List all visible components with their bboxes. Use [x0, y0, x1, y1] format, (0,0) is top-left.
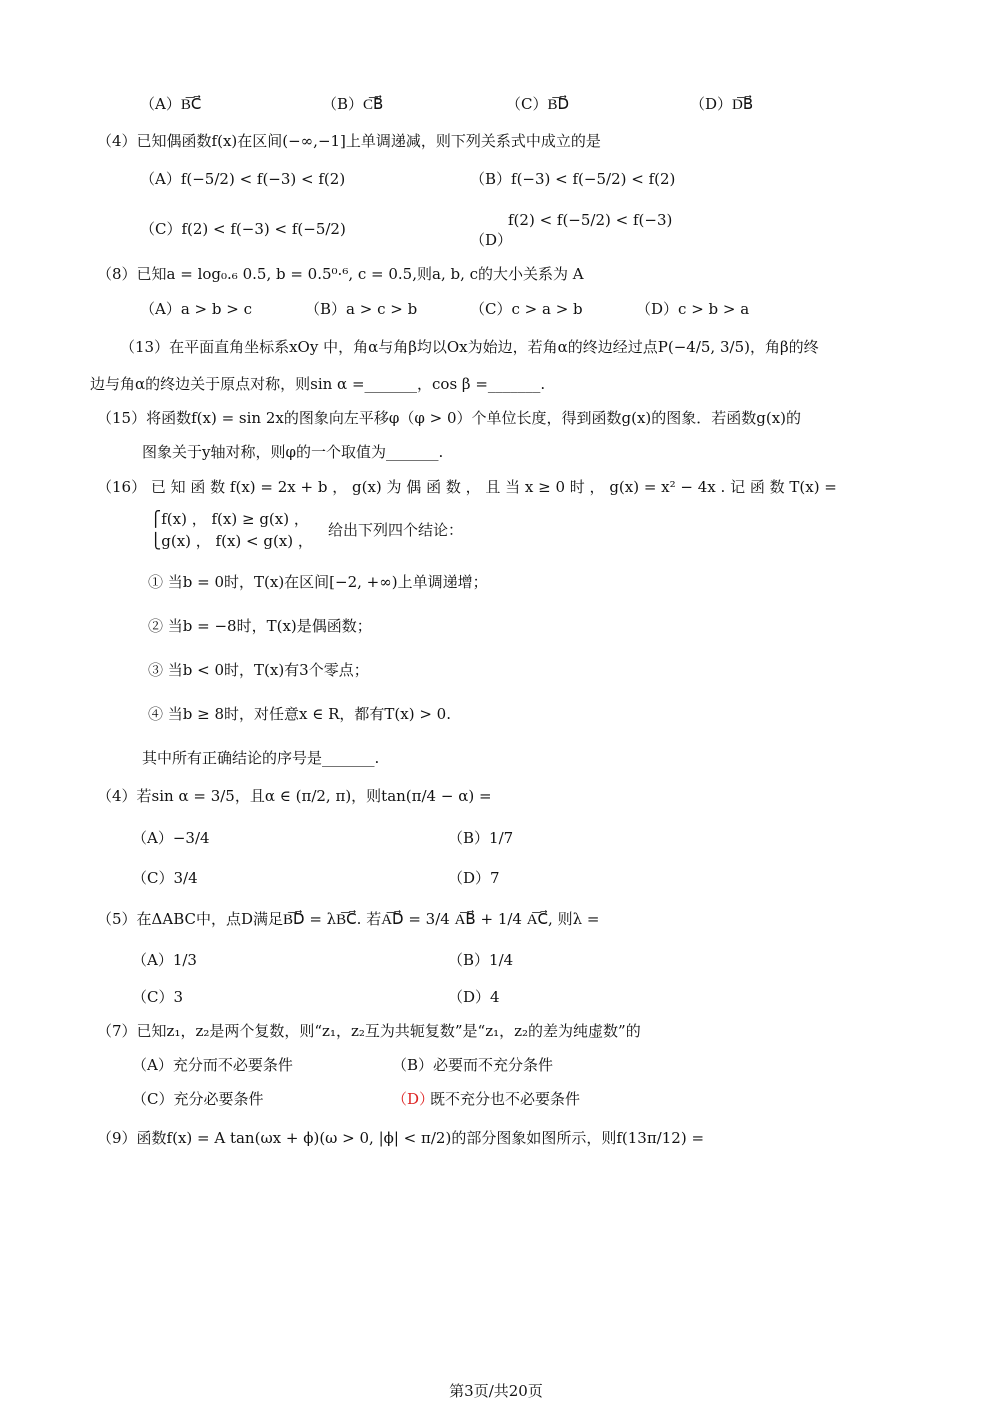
text-line: 既不充分也不必要条件 [430, 1090, 581, 1108]
text-line: （A）B͞C⃗ [140, 95, 202, 113]
text-line: （9）函数f(x) = A tan(ωx + ϕ)(ω > 0, |ϕ| < π/2)的部分图象如图所示，则f(13π/12) = [97, 1129, 705, 1147]
text-line: （A）充分而不必要条件 [132, 1056, 293, 1074]
text-line: （D）D͞B⃗ [690, 95, 754, 113]
text-line: （B）a > c > b [305, 300, 418, 318]
text-line: （C）c > a > b [470, 300, 583, 318]
text-line: ④ 当b ≥ 8时，对任意x ∈ R，都有T(x) > 0. [148, 705, 451, 723]
text-line: （A）f(−5/2) < f(−3) < f(2) [140, 170, 346, 188]
text-line: （D）7 [448, 869, 500, 887]
text-line: （C）B͞D⃗ [506, 95, 570, 113]
text-line: 图象关于y轴对称，则φ的一个取值为_______. [142, 443, 444, 461]
text-line: （13）在平面直角坐标系xOy 中，角α与角β均以Ox为始边，若角α的终边经过点P(−4/5, 3/5)，角β的终 [120, 338, 819, 356]
text-line: （16） 已 知 函 数 f(x) = 2x + b ， g(x) 为 偶 函 数 ， 且 当 x ≥ 0 时 ， g(x) = x² − 4x . 记 函 数 T(x) = [97, 478, 837, 496]
text-line: （7）已知z₁，z₂是两个复数，则“z₁，z₂互为共轭复数”是“z₁，z₂的差为纯虚数”的 [97, 1022, 641, 1040]
text-line: ① 当b = 0时，T(x)在区间[−2, +∞)上单调递增； [148, 573, 488, 591]
text-line: （15）将函数f(x) = sin 2x的图象向左平移φ（φ > 0）个单位长度，得到函数g(x)的图象．若函数g(x)的 [97, 409, 802, 427]
text-line: （B）必要而不充分条件 [392, 1056, 554, 1074]
text-line: （C）3 [132, 988, 184, 1006]
text-line: 边与角α的终边关于原点对称，则sin α =_______，cos β =_______. [90, 375, 546, 393]
text-line: （B）1/4 [448, 951, 514, 969]
text-line: （4）已知偶函数f(x)在区间(−∞,−1]上单调递减，则下列关系式中成立的是 [97, 132, 601, 150]
text-line: （D）c > b > a [636, 300, 750, 318]
text-line: （B）1/7 [448, 829, 514, 847]
text-line: ③ 当b < 0时，T(x)有3个零点； [148, 661, 369, 679]
text-line: （B）C͞B⃗ [322, 95, 384, 113]
option-d-label-red: （D） [392, 1090, 435, 1108]
text-line: f(2) < f(−5/2) < f(−3) [508, 211, 673, 229]
text-line: ⎩g(x) ， f(x) < g(x) ， [150, 532, 313, 550]
text-line: （D）4 [448, 988, 500, 1006]
text-line: （A）−3/4 [132, 829, 210, 847]
text-line: （C）3/4 [132, 869, 198, 887]
page-footer: 第3页/共20页 [449, 1382, 543, 1400]
text-line: （A）a > b > c [140, 300, 252, 318]
text-line: （C）f(2) < f(−3) < f(−5/2) [140, 220, 346, 238]
text-line: （D） [470, 231, 513, 249]
text-line: 给出下列四个结论： [328, 521, 464, 539]
text-line: ⎧f(x) ， f(x) ≥ g(x) ， [150, 510, 309, 528]
text-line: （B）f(−3) < f(−5/2) < f(2) [470, 170, 676, 188]
text-line: （4）若sin α = 3/5，且α ∈ (π/2, π)，则tan(π/4 − α) = [97, 787, 492, 805]
text-line: （C）充分必要条件 [132, 1090, 264, 1108]
text-line: ② 当b = −8时，T(x)是偶函数； [148, 617, 372, 635]
text-line: （A）1/3 [132, 951, 197, 969]
text-line: 其中所有正确结论的序号是_______. [142, 749, 380, 767]
text-line: （8）已知a = log₀.₆ 0.5, b = 0.5⁰·⁶, c = 0.5,则a, b, c的大小关系为 A [97, 265, 584, 283]
text-line: （5）在ΔABC中，点D满足B͞D⃗ = λB͞C⃗. 若A͞D⃗ = 3/4 A͞B⃗ + 1/4 A͞C⃗, 则λ = [97, 910, 600, 928]
